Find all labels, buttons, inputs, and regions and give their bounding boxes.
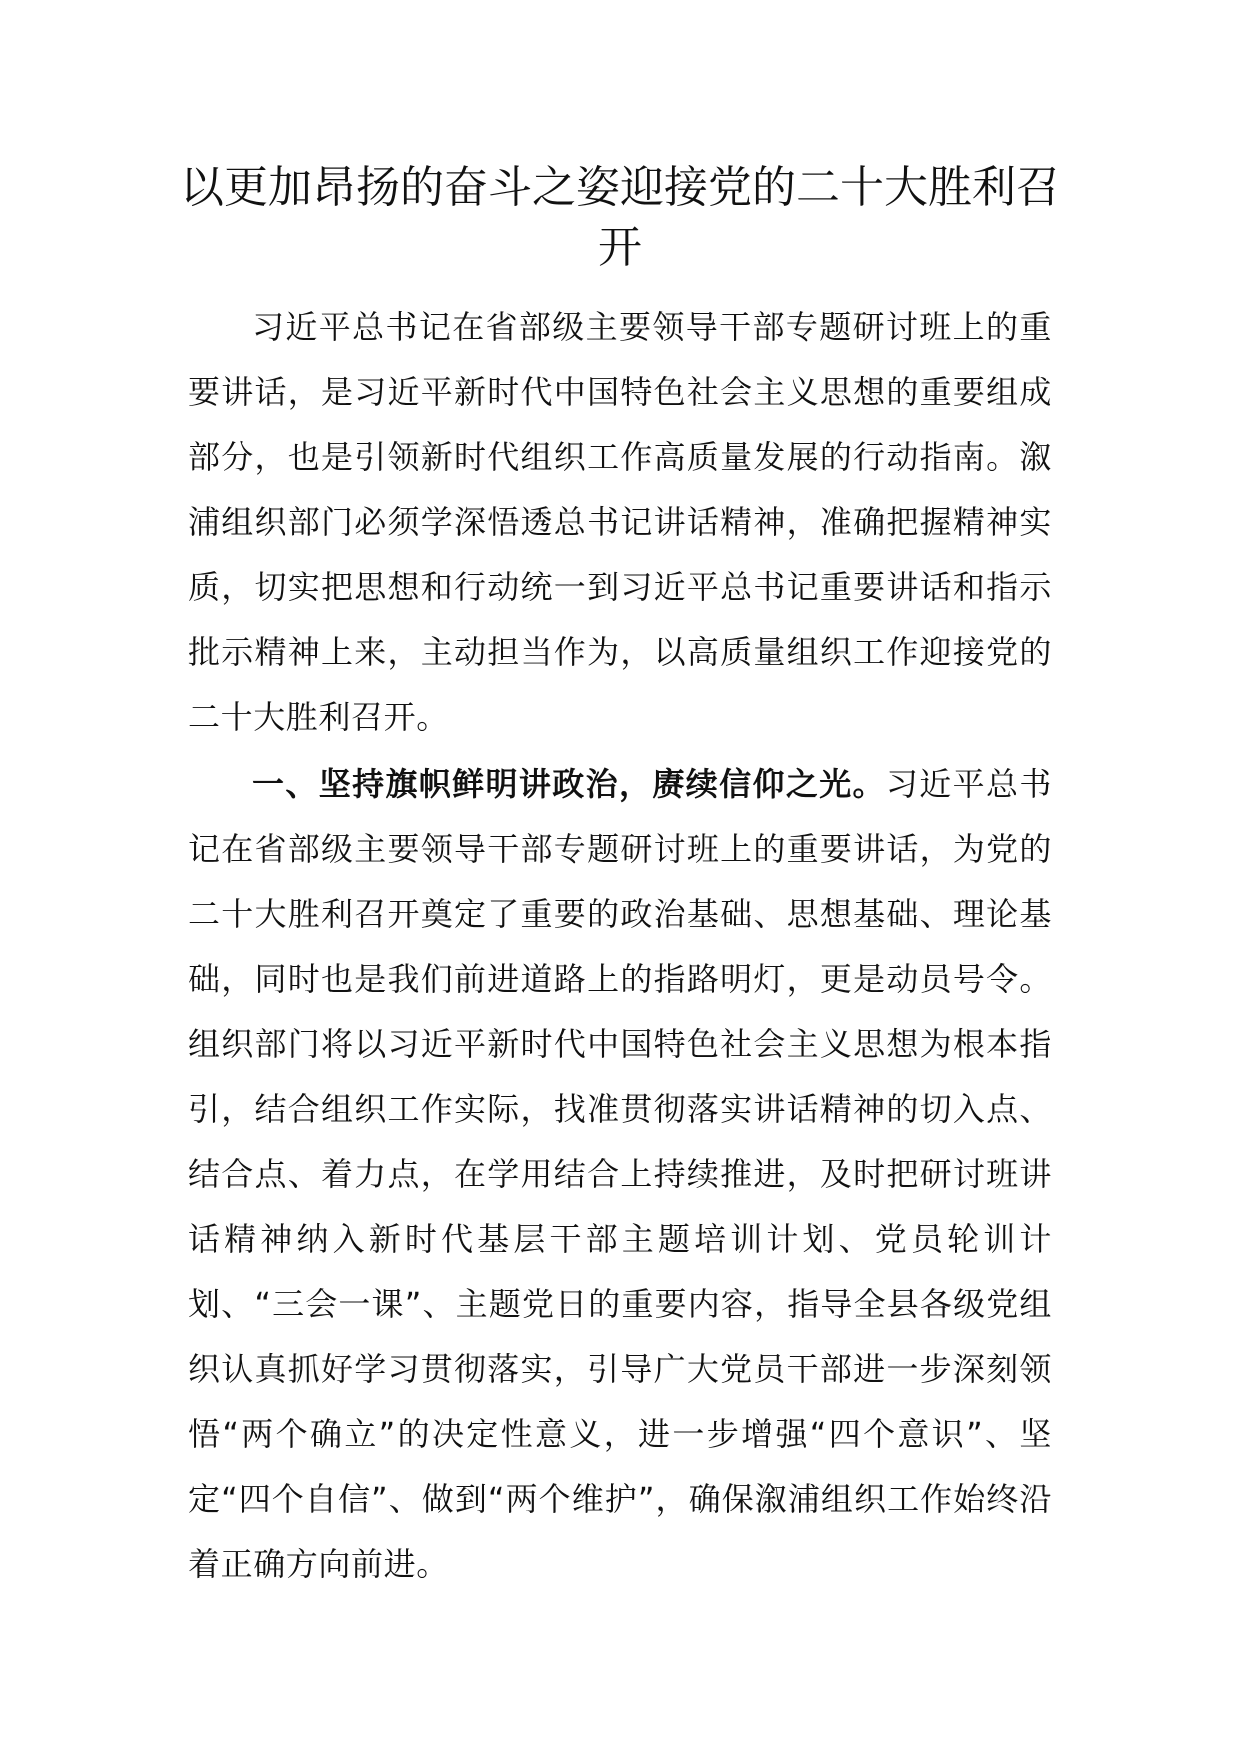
- document-body: [188, 295, 1052, 1597]
- document-title: 以更加昂扬的奋斗之姿迎接党的二十大胜利召开: [180, 162, 1060, 273]
- section-one-text: 习近平总书记在省部级主要领导干部专题研讨班上的重要讲话，为党的二十大胜利召开奠定了重要的政治基础、思想基础、理论基础，同时也是我们前进道路上的指路明灯，更是动员号令。组织部门将以习近平新时代中国特色社会主义思想为根本指引，结合组织工作实际，找准贯彻落实讲话精神的切入点、结合点、着力点，在学用结合上持续推进，及时把研讨班讲话精神纳入新时代基层干部主题培训计划、党员轮训计划、“三会一课”、主题党日的重要内容，指导全县各级党组织认真抓好学习贯彻落实，引导广大党员干部进一步深刻领悟“两个确立”的决定性意义，进一步增强“四个意识”、坚定“四个自信”、做到“两个维护”，确保溆浦组织工作始终沿着正确方向前进。: [188, 765, 1052, 1583]
- section-one-paragraph: [188, 752, 1052, 1597]
- intro-paragraph: [188, 295, 1052, 750]
- intro-paragraph-text: 习近平总书记在省部级主要领导干部专题研讨班上的重要讲话，是习近平新时代中国特色社会主义思想的重要组成部分，也是引领新时代组织工作高质量发展的行动指南。溆浦组织部门必须学深悟透总书记讲话精神，准确把握精神实质，切实把思想和行动统一到习近平总书记重要讲话和指示批示精神上来，主动担当作为，以高质量组织工作迎接党的二十大胜利召开。: [188, 308, 1052, 736]
- section-one-heading: 一、坚持旗帜鲜明讲政治，赓续信仰之光。: [252, 765, 886, 803]
